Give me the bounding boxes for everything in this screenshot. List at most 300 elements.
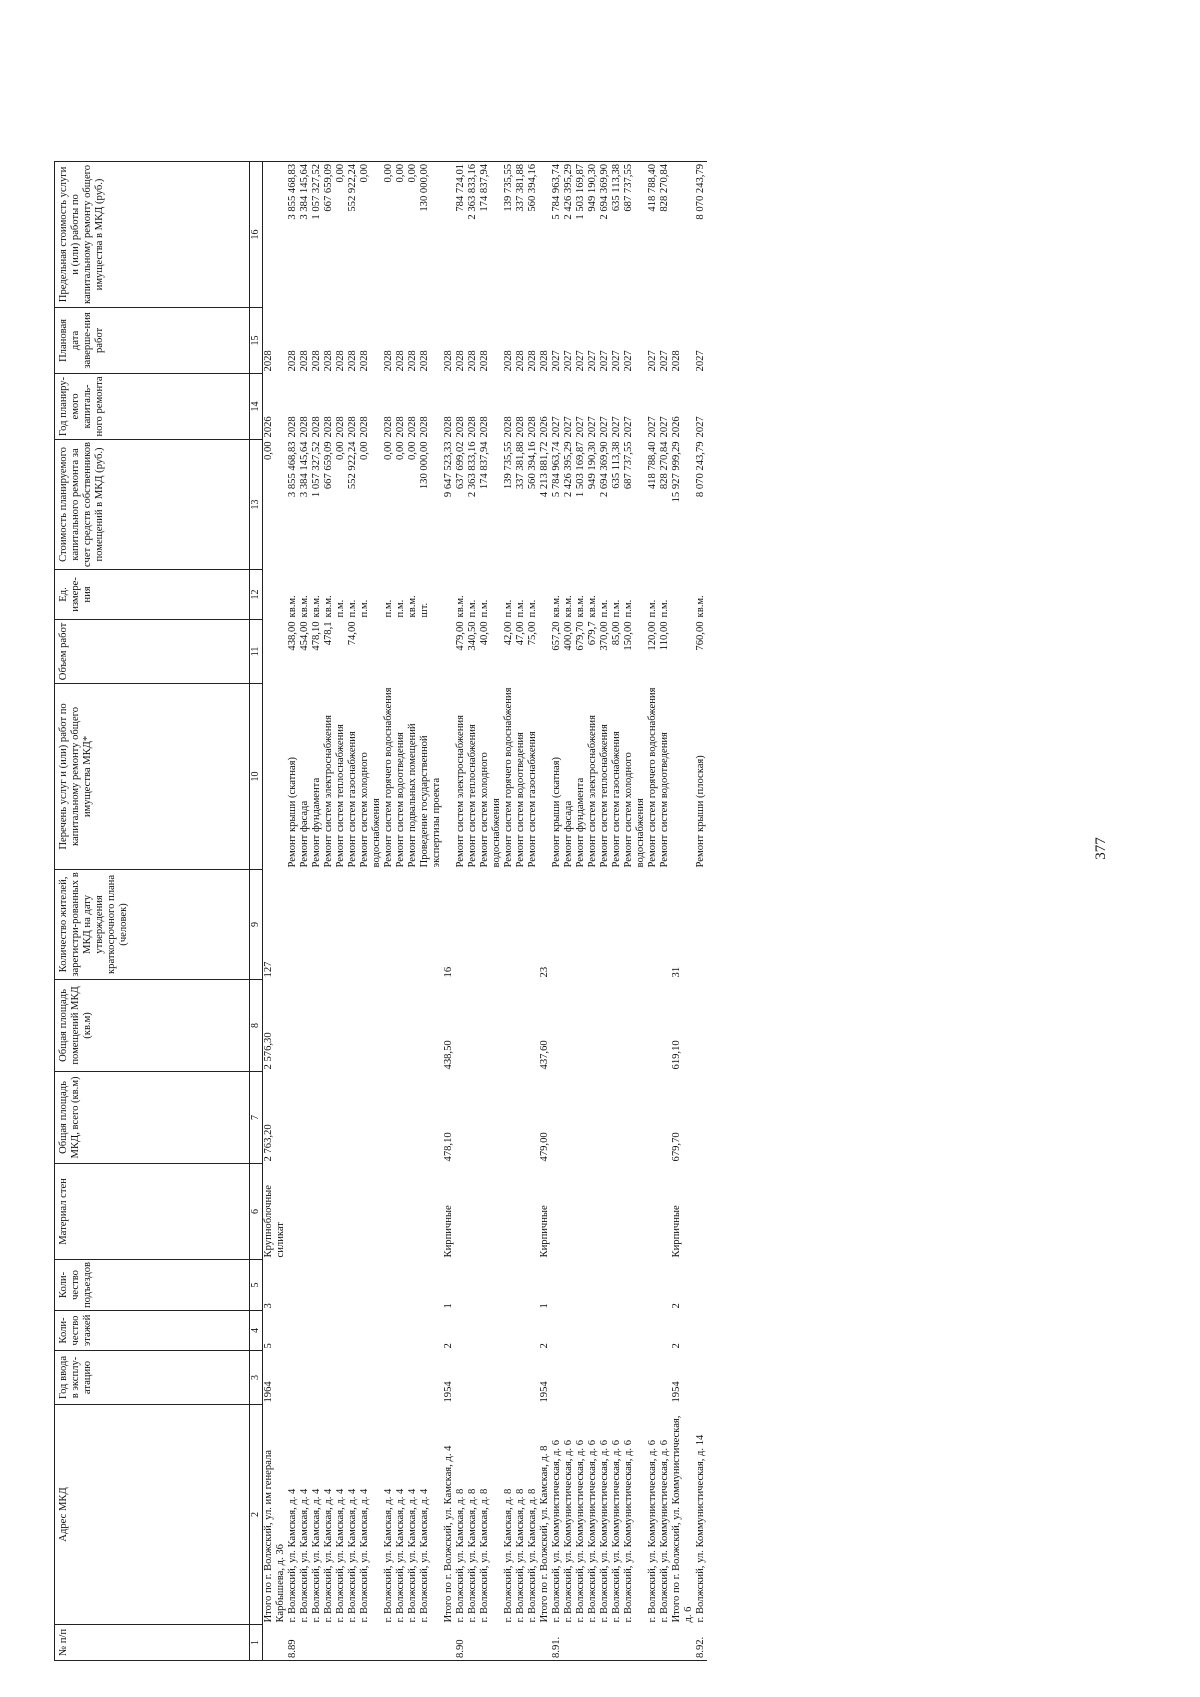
table-cell: 2 426 395,29 (563, 441, 574, 498)
table-cell (407, 1259, 419, 1310)
table-cell: п.м. (383, 599, 394, 618)
table-cell: 2 363 833,16 (467, 441, 478, 498)
table-cell: 0,00 (335, 163, 346, 183)
table-cell: 0,00 (383, 441, 394, 460)
table-cell (587, 1071, 599, 1163)
table-cell (299, 1259, 311, 1310)
table-cell: 2027 (623, 416, 634, 438)
column-number: 6 (250, 1163, 263, 1259)
table-row (287, 161, 299, 1660)
table-cell: 2027 (695, 350, 706, 372)
table-cell (263, 161, 288, 307)
table-cell (467, 1163, 479, 1259)
table-cell: 3 384 145,64 (299, 163, 310, 220)
column-header: Год ввода в эксплу-атацию (55, 1351, 250, 1405)
column-header: Объем работ (55, 619, 250, 683)
table-cell (515, 1351, 527, 1405)
column-header: Год планиру-емого капиталь-ного ремонта (55, 373, 250, 439)
table-cell (299, 1163, 311, 1259)
table-row (623, 161, 647, 1660)
table-cell: 2028 (335, 350, 346, 372)
table-cell (503, 1071, 515, 1163)
table-cell: 2028 (323, 416, 334, 438)
table-cell: 1 057 327,52 (311, 163, 322, 220)
table-cell (551, 979, 563, 1071)
table-cell (575, 1071, 587, 1163)
table-cell: 23 (539, 966, 550, 978)
table-cell (599, 1625, 611, 1661)
table-cell: 2027 (575, 416, 586, 438)
table-cell: 438,50 (443, 1040, 454, 1070)
column-number: 3 (250, 1351, 263, 1405)
table-cell: г. Волжский, ул. Коммунистическая, д. 6 (647, 1440, 658, 1623)
table-cell: 2028 (479, 416, 490, 438)
table-cell: 667 659,09 (323, 163, 334, 212)
table-row (539, 161, 551, 1660)
table-cell (551, 1351, 563, 1405)
table-cell (335, 1071, 347, 1163)
table-cell (311, 1625, 323, 1661)
table-cell (575, 1163, 587, 1259)
table-cell (563, 1351, 575, 1405)
table-cell (287, 1071, 299, 1163)
table-cell: Ремонт крыши (скатная) (551, 756, 562, 868)
table-cell (623, 1625, 647, 1661)
table-cell (539, 161, 551, 307)
table-cell: 760,00 (695, 621, 706, 651)
table-cell: г. Волжский, ул. Камская, д. 4 (407, 1488, 418, 1623)
table-cell (263, 569, 288, 619)
table-cell: 2027 (659, 350, 670, 372)
table-cell (407, 1351, 419, 1405)
table-cell (395, 1311, 407, 1351)
column-number: 15 (250, 307, 263, 373)
table-cell: Ремонт систем электроснабжения (455, 715, 466, 868)
table-cell: 2027 (587, 416, 598, 438)
table-cell (503, 1625, 515, 1661)
table-cell (479, 1311, 503, 1351)
table-cell (479, 1259, 503, 1310)
table-cell (383, 979, 395, 1071)
table-cell: 635 113,38 (611, 441, 622, 489)
table-row (335, 161, 347, 1660)
table-row (611, 161, 623, 1660)
table-row (443, 161, 455, 1660)
table-cell: 47,00 (515, 621, 526, 646)
table-cell: 2028 (287, 416, 298, 438)
table-cell (623, 1351, 647, 1405)
table-cell: г. Волжский, ул. Камская, д. 8 (455, 1488, 466, 1623)
table-cell: п.м. (479, 599, 490, 618)
table-cell: 1964 (263, 1381, 274, 1403)
table-cell: г. Волжский, ул. Камская, д. 4 (323, 1488, 334, 1623)
table-cell: 2026 (539, 416, 550, 438)
table-cell (575, 1311, 587, 1351)
table-cell (455, 979, 467, 1071)
table-cell: 418 788,40 (647, 441, 658, 490)
table-row (323, 161, 335, 1660)
table-cell: 478,10 (311, 621, 322, 651)
table-cell (599, 1311, 611, 1351)
repair-plan-table (54, 161, 707, 1661)
table-cell: 2028 (407, 416, 418, 438)
table-cell (527, 1625, 539, 1661)
table-cell (671, 683, 695, 869)
table-cell: г. Волжский, ул. Коммунистическая, д. 6 (659, 1440, 670, 1623)
table-cell: 2027 (623, 350, 634, 372)
table-cell (479, 979, 503, 1071)
table-cell: 784 724,01 (455, 163, 466, 212)
table-row (575, 161, 587, 1660)
table-cell: 2028 (263, 350, 274, 372)
table-cell: 1 057 327,52 (311, 441, 322, 498)
table-cell: 2027 (563, 416, 574, 438)
table-cell: 619,10 (671, 1040, 682, 1070)
column-number-row (250, 161, 263, 1660)
table-row (311, 161, 323, 1660)
table-cell: 0,00 (383, 163, 394, 183)
table-cell (647, 1625, 659, 1661)
table-cell: п.м. (359, 599, 370, 618)
table-cell (539, 619, 551, 683)
table-cell: 2027 (611, 350, 622, 372)
table-row (419, 161, 443, 1660)
table-cell (455, 1071, 467, 1163)
table-row (695, 161, 707, 1660)
table-row (467, 161, 479, 1660)
table-cell: 2028 (323, 350, 334, 372)
table-cell (647, 979, 659, 1071)
table-cell: Ремонт систем теплоснабжения (599, 724, 610, 868)
table-cell (323, 869, 335, 979)
table-cell: 437,60 (539, 1040, 550, 1070)
table-cell (467, 1311, 479, 1351)
table-row (359, 161, 383, 1660)
table-cell: кв.м. (551, 595, 562, 618)
table-cell (323, 1351, 335, 1405)
table-cell (407, 619, 419, 683)
column-number: 5 (250, 1259, 263, 1310)
table-cell: 31 (671, 966, 682, 978)
table-cell (551, 1259, 563, 1310)
table-cell: 2028 (515, 350, 526, 372)
table-cell: 2028 (527, 350, 538, 372)
table-cell: 2027 (563, 350, 574, 372)
table-cell: 2027 (599, 416, 610, 438)
table-cell (695, 1163, 707, 1259)
table-cell (695, 1351, 707, 1405)
table-cell: 2027 (575, 350, 586, 372)
table-cell: 552 922,24 (347, 441, 358, 490)
table-cell (611, 1071, 623, 1163)
table-cell (515, 1071, 527, 1163)
table-cell (575, 1259, 587, 1310)
table-cell: п.м. (347, 599, 358, 618)
table-cell: п.м. (395, 599, 406, 618)
column-header: Общая площадь помещений МКД (кв.м) (55, 979, 250, 1071)
table-cell (419, 1163, 443, 1259)
table-cell (659, 979, 671, 1071)
table-cell (695, 1311, 707, 1351)
column-header: Предельная стоимость услуги и (или) работы по капитальному ремонту общего имущества в МКД (руб.) (55, 161, 250, 307)
table-cell: 418 788,40 (647, 163, 658, 212)
table-cell (287, 979, 299, 1071)
table-cell: 2028 (395, 416, 406, 438)
table-cell: Ремонт систем водоотведения (395, 732, 406, 868)
table-cell (551, 1071, 563, 1163)
table-cell: Ремонт фасада (299, 800, 310, 868)
column-number: 9 (250, 869, 263, 979)
table-row (599, 161, 611, 1660)
table-cell: г. Волжский, ул. Коммунистическая, д. 6 (623, 1440, 634, 1623)
table-cell: 2028 (419, 350, 430, 372)
table-cell (695, 1259, 707, 1310)
table-cell: Итого по г. Волжский, ул. Коммунистическая, д. 6 (671, 1415, 694, 1623)
table-cell (407, 1163, 419, 1259)
table-cell (575, 1625, 587, 1661)
table-cell (515, 869, 527, 979)
table-cell: 2028 (299, 350, 310, 372)
table-cell (611, 1625, 623, 1661)
table-cell: г. Волжский, ул. Камская, д. 4 (335, 1488, 346, 1623)
column-number: 13 (250, 439, 263, 569)
table-cell: г. Волжский, ул. Камская, д. 4 (287, 1488, 298, 1623)
table-cell: 679,7 (587, 621, 598, 646)
table-cell (575, 1351, 587, 1405)
table-cell (419, 1351, 443, 1405)
column-number: 10 (250, 683, 263, 869)
table-cell (335, 1259, 347, 1310)
table-cell: п.м. (611, 599, 622, 618)
table-cell (623, 979, 647, 1071)
table-cell: 2028 (395, 350, 406, 372)
header-row (55, 161, 250, 1660)
table-cell (695, 1071, 707, 1163)
table-cell: 2028 (383, 416, 394, 438)
table-cell: 8.89 (287, 1639, 298, 1658)
table-cell (407, 1625, 419, 1661)
table-cell (347, 979, 359, 1071)
table-cell: 3 855 468,83 (287, 441, 298, 498)
table-cell (383, 1311, 395, 1351)
table-cell: Ремонт систем теплоснабжения (467, 724, 478, 868)
table-cell (323, 1259, 335, 1310)
table-row (299, 161, 311, 1660)
table-cell: 2 694 369,90 (599, 441, 610, 498)
table-cell (503, 869, 515, 979)
table-cell: 1954 (539, 1381, 550, 1403)
table-cell: г. Волжский, ул. Камская, д. 8 (515, 1488, 526, 1623)
table-cell: Итого по г. Волжский, ул. Камская, д. 4 (443, 1445, 454, 1623)
table-cell (443, 619, 455, 683)
table-cell: 8.91. (551, 1636, 562, 1658)
table-cell (455, 1259, 467, 1310)
page-number: 377 (1093, 837, 1109, 860)
table-cell: Ремонт фасада (563, 800, 574, 868)
table-cell: Ремонт систем газоснабжения (611, 731, 622, 868)
table-row (515, 161, 527, 1660)
table-cell: 2028 (443, 416, 454, 438)
table-cell (563, 1625, 575, 1661)
table-cell: 635 113,38 (611, 163, 622, 212)
table-cell: 85,00 (611, 621, 622, 646)
table-cell: г. Волжский, ул. Камская, д. 8 (479, 1488, 490, 1623)
table-cell: Ремонт систем холодного водоснабжения (479, 752, 502, 868)
table-cell (263, 683, 288, 869)
table-cell: кв.м. (407, 595, 418, 618)
table-cell (515, 1625, 527, 1661)
table-cell: г. Волжский, ул. Камская, д. 4 (383, 1488, 394, 1623)
table-cell (335, 619, 347, 683)
table-cell: Ремонт систем холодного водоснабжения (359, 752, 382, 868)
table-cell: 2 363 833,16 (467, 163, 478, 220)
table-cell: 2028 (347, 416, 358, 438)
table-cell: п.м. (599, 599, 610, 618)
table-cell (467, 1625, 479, 1661)
table-cell: 1954 (443, 1381, 454, 1403)
table-cell: Кирпичные (539, 1205, 550, 1258)
table-cell: 560 394,16 (527, 441, 538, 490)
table-cell: Ремонт систем газоснабжения (527, 731, 538, 868)
table-cell (479, 1351, 503, 1405)
table-cell: п.м. (647, 599, 658, 618)
table-cell: 2027 (551, 350, 562, 372)
table-cell (299, 1351, 311, 1405)
table-cell (647, 1163, 659, 1259)
table-cell (479, 1625, 503, 1661)
table-cell (623, 1311, 647, 1351)
table-cell (611, 869, 623, 979)
table-cell (455, 869, 467, 979)
table-cell: Проведение государственной экспертизы проекта (419, 735, 442, 868)
table-cell: г. Волжский, ул. Коммунистическая, д. 6 (563, 1440, 574, 1623)
table-cell (347, 1311, 359, 1351)
table-cell (659, 1163, 671, 1259)
table-cell (515, 1311, 527, 1351)
table-cell: 2027 (695, 416, 706, 438)
table-cell (527, 979, 539, 1071)
table-cell: г. Волжский, ул. Коммунистическая, д. 6 (611, 1440, 622, 1623)
table-cell: 2026 (671, 416, 682, 438)
table-cell: 2028 (503, 416, 514, 438)
table-cell: 2028 (407, 350, 418, 372)
table-cell (263, 1625, 288, 1661)
table-cell: 5 784 963,74 (551, 441, 562, 498)
table-cell (467, 1071, 479, 1163)
table-cell (479, 869, 503, 979)
table-row (347, 161, 359, 1660)
table-cell (563, 1311, 575, 1351)
column-number: 8 (250, 979, 263, 1071)
table-cell (659, 1351, 671, 1405)
table-cell (659, 1625, 671, 1661)
table-cell (359, 1163, 383, 1259)
table-body (263, 161, 708, 1660)
column-number: 11 (250, 619, 263, 683)
table-cell (323, 1625, 335, 1661)
table-cell (311, 869, 323, 979)
table-cell: Кирпичные (671, 1205, 682, 1258)
table-cell (407, 1071, 419, 1163)
table-cell (623, 1163, 647, 1259)
table-cell: 174 837,94 (479, 163, 490, 212)
table-cell (515, 1259, 527, 1310)
table-cell (263, 619, 288, 683)
table-cell (455, 1351, 467, 1405)
table-cell (647, 1311, 659, 1351)
table-cell (419, 1071, 443, 1163)
table-cell: 40,00 (479, 621, 490, 646)
table-cell: 2028 (455, 416, 466, 438)
column-header: № п/п (55, 1625, 250, 1661)
table-cell (647, 1259, 659, 1310)
table-cell: 340,50 (467, 621, 478, 651)
table-cell: Ремонт систем водоотведения (515, 732, 526, 868)
table-cell (347, 1625, 359, 1661)
table-cell: 130 000,00 (419, 163, 430, 212)
column-header: Коли-чество подъездов (55, 1259, 250, 1310)
table-cell (395, 979, 407, 1071)
table-cell (407, 979, 419, 1071)
table-cell (611, 1311, 623, 1351)
table-cell: кв.м. (587, 595, 598, 618)
column-header: Плановая дата заверше-ния работ (55, 307, 250, 373)
table-cell: 2028 (311, 416, 322, 438)
table-cell (467, 1351, 479, 1405)
table-cell: 8 070 243,79 (695, 441, 706, 498)
table-cell (395, 619, 407, 683)
table-cell: 0,00 (359, 163, 370, 183)
table-cell (419, 979, 443, 1071)
table-cell: Итого по г. Волжский, ул. им генерала Карбышева, д. 36 (263, 1450, 286, 1623)
table-cell (527, 1071, 539, 1163)
table-cell (599, 1163, 611, 1259)
table-cell: 2028 (419, 416, 430, 438)
column-number: 14 (250, 373, 263, 439)
table-cell (479, 1071, 503, 1163)
table-cell: 2027 (551, 416, 562, 438)
table-cell: кв.м. (575, 595, 586, 618)
table-cell (323, 1163, 335, 1259)
table-cell (563, 1259, 575, 1310)
table-cell: г. Волжский, ул. Камская, д. 4 (419, 1488, 430, 1623)
table-cell (527, 1311, 539, 1351)
table-cell (611, 1163, 623, 1259)
table-cell: 0,00 (407, 441, 418, 460)
table-cell: 1 (443, 1303, 454, 1309)
table-cell (383, 1351, 395, 1405)
table-cell: 438,00 (287, 621, 298, 651)
column-header: Коли-чество этажей (55, 1311, 250, 1351)
table-cell: 2 (443, 1343, 454, 1349)
table-cell: г. Волжский, ул. Коммунистическая, д. 6 (587, 1440, 598, 1623)
table-cell: кв.м. (695, 595, 706, 618)
table-cell (395, 1259, 407, 1310)
table-cell: 2 (539, 1343, 550, 1349)
table-cell: Ремонт крыши (плоская) (695, 755, 706, 868)
table-cell (599, 1351, 611, 1405)
table-cell: 2028 (671, 350, 682, 372)
table-cell: Ремонт систем водоотведения (659, 732, 670, 868)
table-cell (587, 1351, 599, 1405)
table-cell (383, 619, 395, 683)
table-cell: 679,70 (575, 621, 586, 651)
table-cell (395, 1351, 407, 1405)
table-cell (479, 1163, 503, 1259)
table-cell (383, 1163, 395, 1259)
table-cell: 2028 (359, 350, 370, 372)
table-cell (695, 979, 707, 1071)
